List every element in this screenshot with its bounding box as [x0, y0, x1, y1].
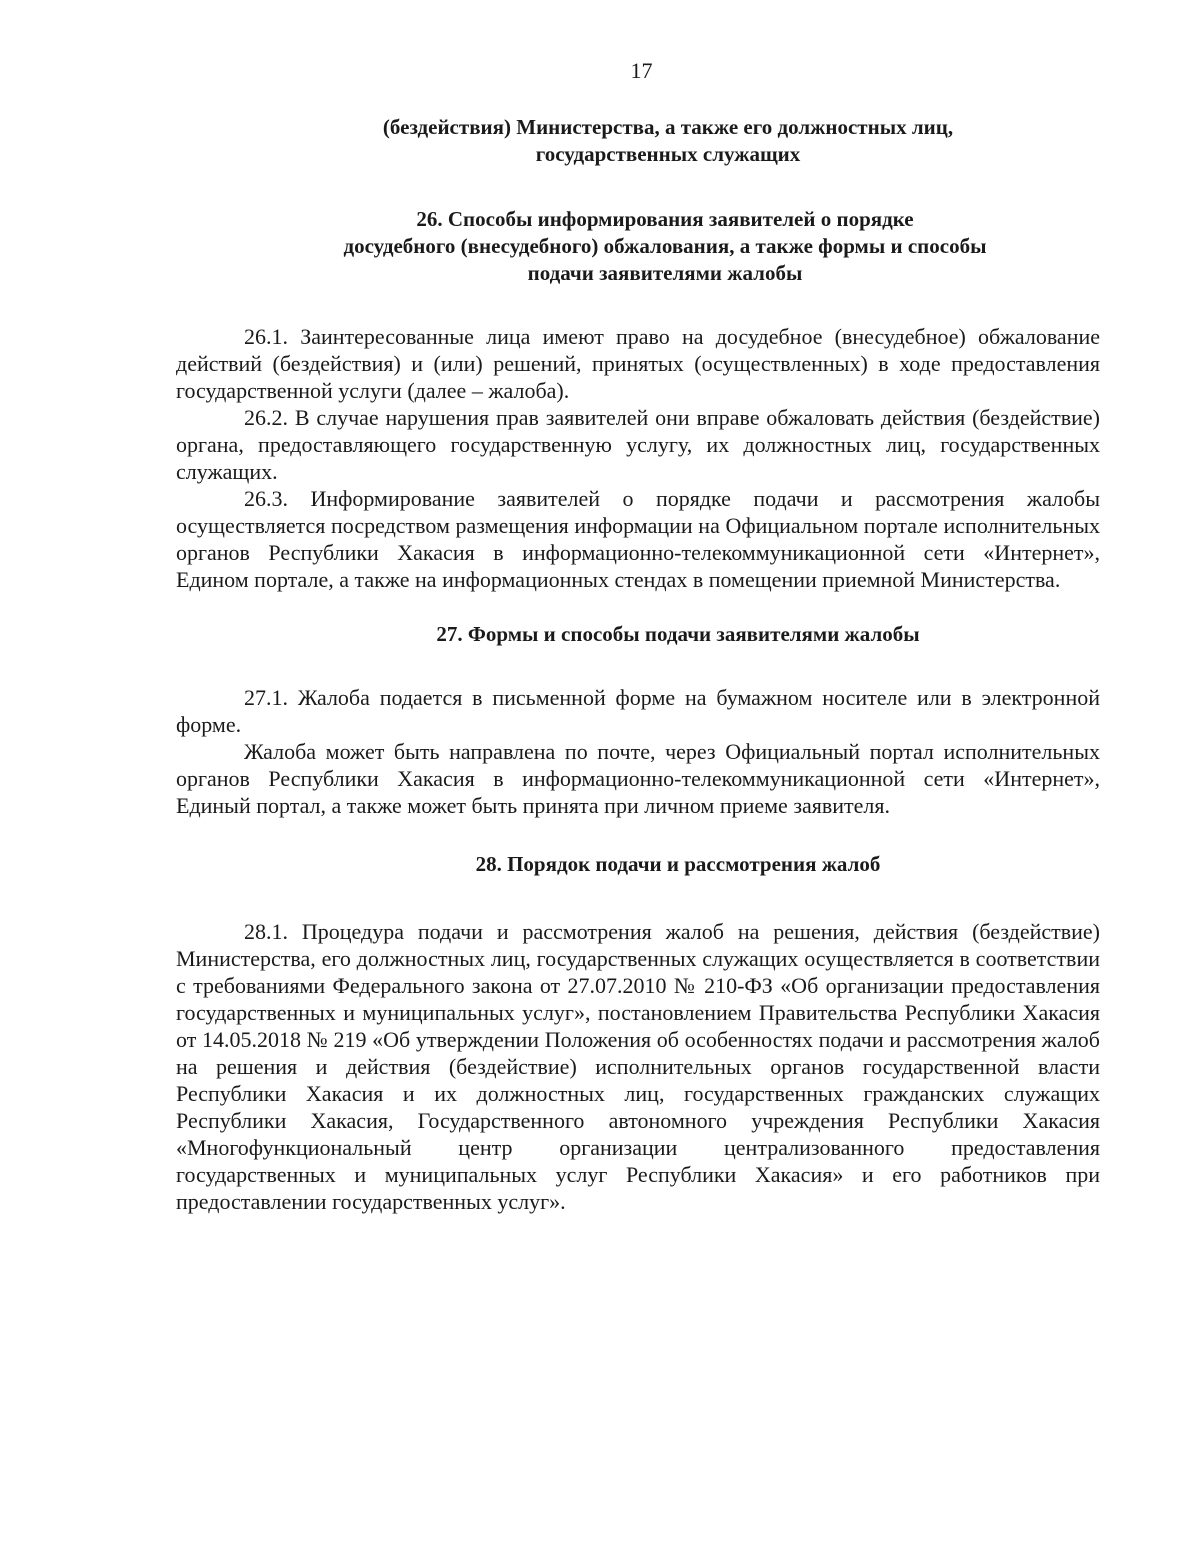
paragraph-26-2: 26.2. В случае нарушения прав заявителей они вправе обжаловать действия (бездействие) органа, предоставляющего государственную услугу, их должностных лиц, государственных служащих.	[176, 405, 1100, 484]
continued-heading	[236, 114, 1100, 168]
paragraph-26-1: 26.1. Заинтересованные лица имеют право на досудебное (внесудебное) обжалование действий (бездействия) и (или) решений, принятых (осуществленных) в ходе предоставления государственной услуги (далее – жалоба).	[176, 324, 1100, 403]
paragraph-28-1: 28.1. Процедура подачи и рассмотрения жалоб на решения, действия (бездействие) Министерства, его должностных лиц, государственных служащих осуществляется в соответствии с требованиями Федерального закона от 27.07.2010 № 210-ФЗ «Об организации предоставления государственных и муниципальных услуг», постановлением Правительства Республики Хакасия от 14.05.2018 № 219 «Об утверждении Положения об особенностях подачи и рассмотрения жалоб на решения и действия (бездействие) исполнительных органов государственной власти Республики Хакасия и их должностных лиц, государственных гражданских служащих Республики Хакасия, Государственного автономного учреждения Республики Хакасия «Многофункциональный центр организации централизованного предоставления государственных и муниципальных услуг Республики Хакасия» и его работников при предоставлении государственных услуг».	[176, 919, 1100, 1214]
section-26-title-line1: 26. Способы информирования заявителей о порядке	[416, 207, 914, 231]
section-26-title-line3: подачи заявителями жалобы	[527, 261, 803, 285]
continued-heading-line2: государственных служащих	[535, 142, 801, 166]
page-number: 17	[630, 58, 653, 83]
section-26-title	[230, 206, 1100, 287]
section-27-title: 27. Формы и способы подачи заявителями жалобы	[436, 622, 920, 646]
section-26-title-line2: досудебного (внесудебного) обжалования, а также формы и способы	[343, 234, 987, 258]
paragraph-27-1: 27.1. Жалоба подается в письменной форме на бумажном носителе или в электронной форме.	[176, 685, 1100, 737]
paragraph-27-1-cont: Жалоба может быть направлена по почте, через Официальный портал исполнительных органов Республики Хакасия в информационно-телекоммуникационной сети «Интернет», Единый портал, а также может быть принята при личном приеме заявителя.	[176, 739, 1100, 818]
section-28-title: 28. Порядок подачи и рассмотрения жалоб	[475, 852, 881, 876]
paragraph-26-3: 26.3. Информирование заявителей о порядке подачи и рассмотрения жалобы осуществляется посредством размещения информации на Официальном портале исполнительных органов Республики Хакасия в информационно-телекоммуникационной сети «Интернет», Едином портале, а также на информационных стендах в помещении приемной Министерства.	[176, 486, 1100, 592]
continued-heading-line1: (бездействия) Министерства, а также его должностных лиц,	[382, 115, 954, 139]
document-body	[176, 114, 1100, 1215]
